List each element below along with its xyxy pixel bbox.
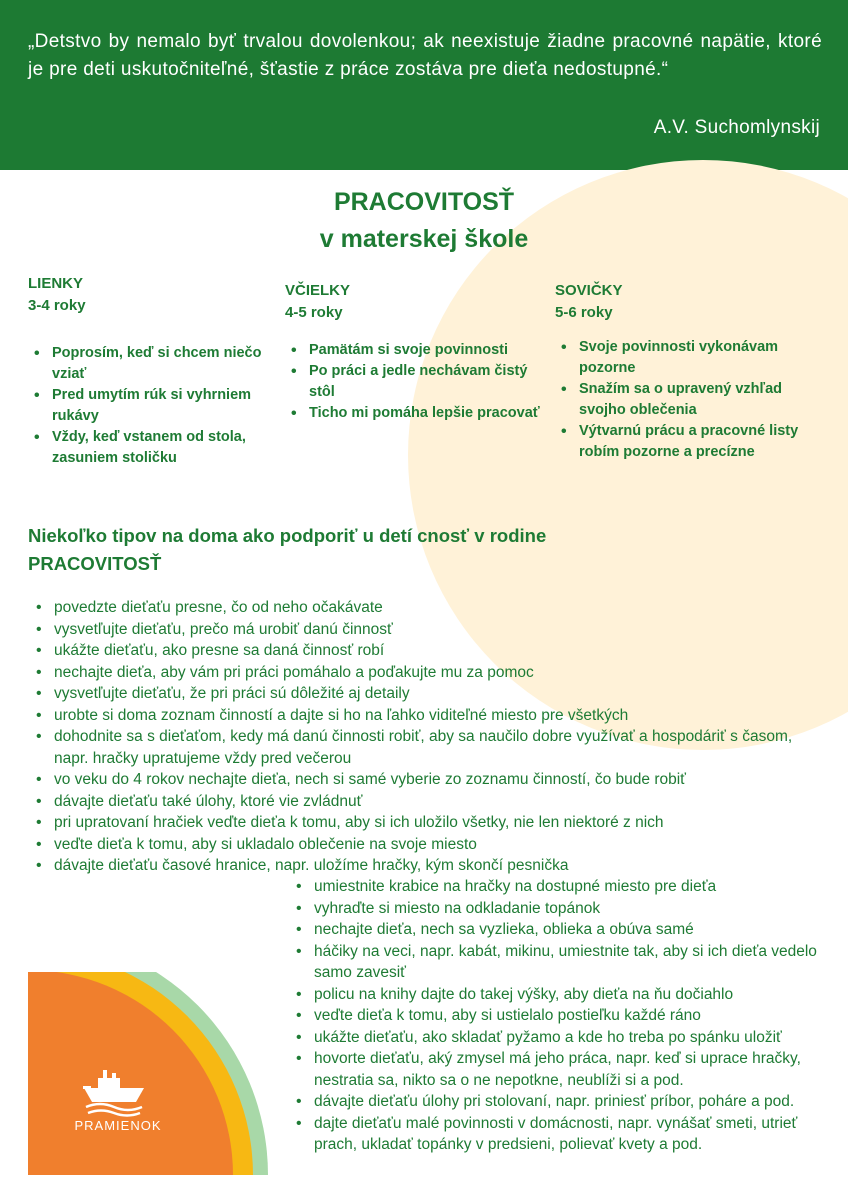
list-item: • Po práci a jedle nechávam čistý stôl [285, 361, 550, 403]
list-item: • Vždy, keď vstanem od stola, zasuniem stoličku [28, 427, 268, 469]
quote-author: A.V. Suchomlynskij [653, 117, 820, 138]
list-item: • povedzte dieťaťu presne, čo od neho očakávate [28, 597, 818, 619]
list-item: • ukážte dieťaťu, ako skladať pyžamo a kde ho treba po spánku uložiť [288, 1027, 823, 1049]
list-item: • vysvetľujte dieťaťu, prečo má urobiť danú činnosť [28, 619, 818, 641]
group-rules-list [28, 343, 268, 469]
quote-banner [0, 0, 848, 170]
logo-orange-arc [28, 972, 233, 1175]
list-item: • vo veku do 4 rokov nechajte dieťa, nech si samé vyberie zo zoznamu činností, čo bude robiť [28, 769, 818, 791]
page-title [0, 184, 848, 258]
list-item: • Poprosím, keď si chcem niečo vziať [28, 343, 268, 385]
list-item: • Svoje povinnosti vykonávam pozorne [555, 337, 830, 379]
list-item: • urobte si doma zoznam činností a dajte si ho na ľahko viditeľné miesto pre všetkých [28, 705, 818, 727]
list-item: • umiestnite krabice na hračky na dostupné miesto pre dieťa [288, 876, 823, 898]
list-item: • dávajte dieťaťu časové hranice, napr. uložíme hračky, kým skončí pesnička [28, 855, 818, 877]
group-age: 4-5 roky [285, 304, 343, 321]
tips-list-main [28, 597, 818, 877]
list-item: • nechajte dieťa, aby vám pri práci pomáhalo a poďakujte mu za pomoc [28, 662, 818, 684]
list-item: • Pamätám si svoje povinnosti [285, 340, 550, 361]
tips-list-secondary [288, 876, 823, 1156]
group-age: 3-4 roky [28, 297, 86, 314]
list-item: • Snažím sa o upravený vzhľad svojho oblečenia [555, 379, 830, 421]
tips-heading-line-2: PRACOVITOSŤ [28, 553, 162, 574]
list-item: • policu na knihy dajte do takej výšky, aby dieťa na ňu dočiahlo [288, 984, 823, 1006]
group-column-lienky [28, 273, 268, 469]
list-item: • Výtvarnú prácu a pracovné listy robím pozorne a precízne [555, 421, 830, 463]
group-name: SOVIČKY [555, 282, 623, 299]
list-item: • ukážte dieťaťu, ako presne sa daná činnosť robí [28, 640, 818, 662]
quote-text: „Detstvo by nemalo byť trvalou dovolenkou; ak neexistuje žiadne pracovné napätie, ktoré je pre deti uskutočniteľné, šťastie z práce zostáva pre dieťa nedostupné.“ [28, 31, 822, 80]
list-item: • dávajte dieťaťu také úlohy, ktoré vie zvládnuť [28, 791, 818, 813]
list-item: • vyhraďte si miesto na odkladanie topánok [288, 898, 823, 920]
group-name: LIENKY [28, 275, 84, 292]
group-name: VČIELKY [285, 282, 351, 299]
group-column-sovicky [555, 280, 830, 463]
list-item: • dohodnite sa s dieťaťom, kedy má danú činnosti robiť, aby sa naučilo dobre využívať a hospodáriť s časom, napr. hračky upratujeme vždy pred večerou [28, 726, 818, 769]
list-item: • veďte dieťa k tomu, aby si ustielalo postieľku každé ráno [288, 1005, 823, 1027]
list-item: • nechajte dieťa, nech sa vyzlieka, oblieka a obúva samé [288, 919, 823, 941]
group-age: 5-6 roky [555, 304, 613, 321]
tips-heading-line-1: Niekoľko tipov na doma ako podporiť u detí cnosť v rodine [28, 525, 547, 546]
list-item: • dajte dieťaťu malé povinnosti v domácnosti, napr. vynášať smeti, utrieť prach, ukladať topánky v predsieni, polievať kvety a pod. [288, 1113, 823, 1156]
logo-text: PRAMIENOK [74, 1118, 162, 1133]
list-item: • Pred umytím rúk si vyhrniem rukávy [28, 385, 268, 427]
list-item: • pri upratovaní hračiek veďte dieťa k tomu, aby si ich uložilo všetky, nie len niektoré z nich [28, 812, 818, 834]
list-item: • Ticho mi pomáha lepšie pracovať [285, 403, 550, 424]
pramienok-logo [28, 972, 268, 1175]
list-item: • vysvetľujte dieťaťu, že pri práci sú dôležité aj detaily [28, 683, 818, 705]
group-rules-list [555, 337, 830, 463]
group-rules-list [285, 340, 550, 424]
list-item: • veďte dieťa k tomu, aby si ukladalo oblečenie na svoje miesto [28, 834, 818, 856]
tips-heading [28, 522, 546, 578]
title-line-2: v materskej škole [319, 225, 529, 253]
title-line-1: PRACOVITOSŤ [333, 188, 515, 216]
group-column-vcielky [285, 280, 550, 424]
list-item: • hovorte dieťaťu, aký zmysel má jeho práca, napr. keď si uprace hračky, nestratia sa, nikto sa o ne nepotkne, neublíži si a pod. [288, 1048, 823, 1091]
list-item: • dávajte dieťaťu úlohy pri stolovaní, napr. priniesť príbor, poháre a pod. [288, 1091, 823, 1113]
list-item: • háčiky na veci, napr. kabát, mikinu, umiestnite tak, aby si ich dieťa vedelo samo zavesiť [288, 941, 823, 984]
